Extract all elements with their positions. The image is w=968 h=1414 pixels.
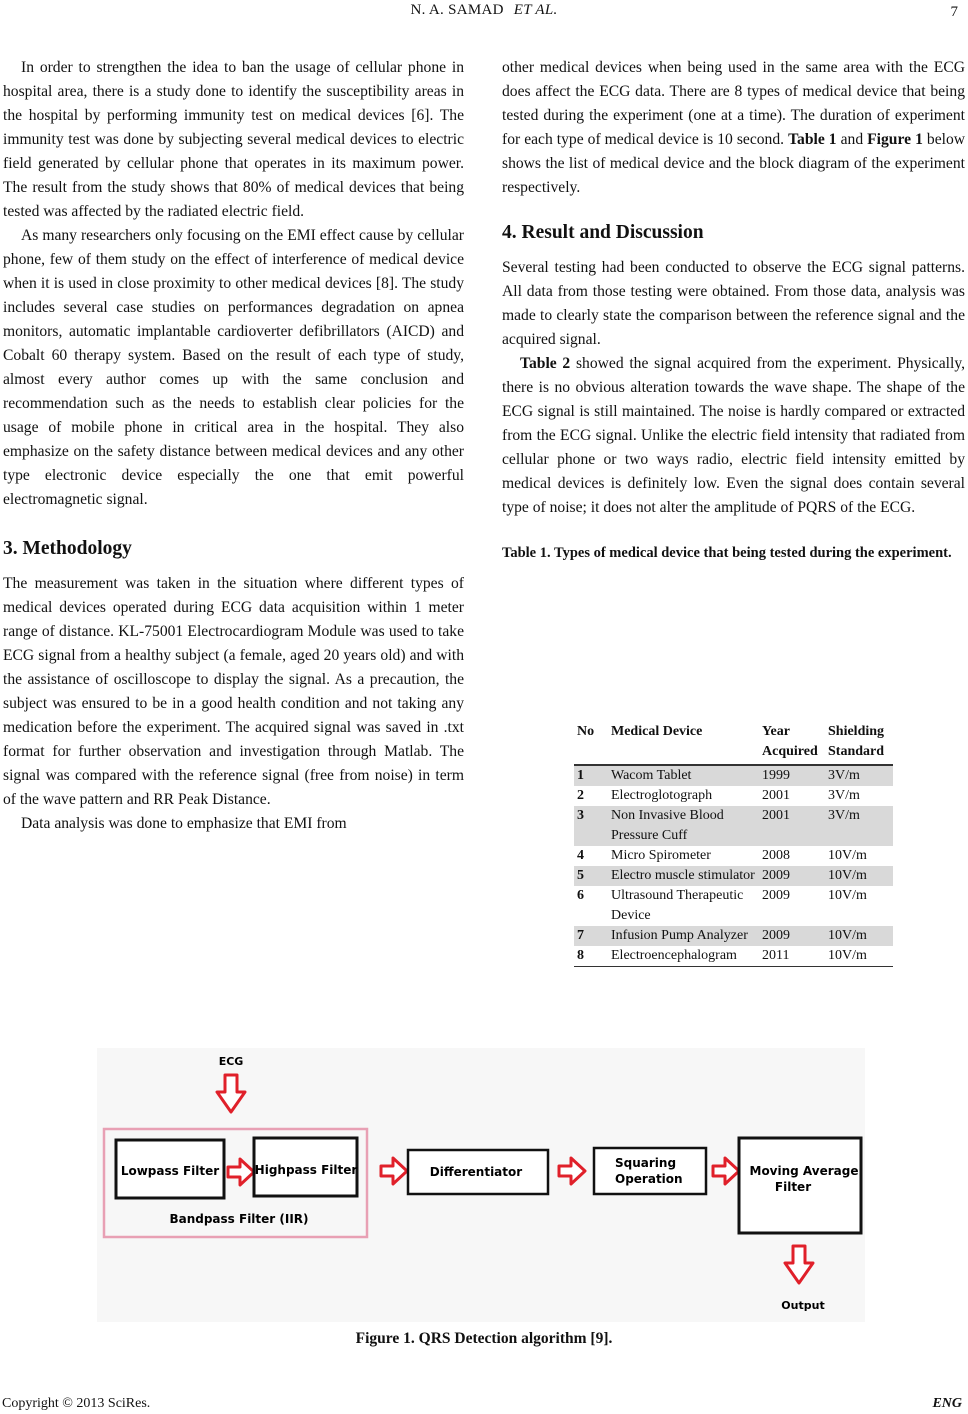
table-cell: Infusion Pump Analyzer — [608, 926, 759, 946]
squaring-operation-block — [594, 1148, 706, 1194]
table-cell: 5 — [574, 866, 608, 886]
table-cell: 6 — [577, 888, 584, 903]
paragraph-text: showed the signal acquired from the experiment. Physically, there is no obvious alteration towards the wave shape. The shape of the ECG signal is still maintained. The noise is hardly compared or extracted from the ECG signal. Unlike the electric field intensity that radiated from cellular phone or two ways radio, electric field intensity emitted by medical devices is definitely low. Even the signal does contain several type of noise; it does not alter the amplitude of PQRS of the ECG. — [502, 355, 965, 516]
table-cell: 3 — [574, 806, 608, 846]
footer-journal: ENG — [932, 1396, 962, 1411]
running-header — [0, 2, 968, 19]
section-heading: 3. Methodology — [3, 538, 132, 559]
table-cell: 10V/m — [825, 926, 893, 946]
table-cell: 2009 — [759, 926, 825, 946]
table-cell: Ultrasound Therapeutic Device — [611, 888, 744, 923]
paragraph: Data analysis was done to emphasize that EMI from — [21, 815, 347, 832]
paragraph — [502, 352, 965, 520]
table-reference: Table 1 — [788, 131, 837, 148]
footer-copyright: Copyright © 2013 SciRes. — [2, 1396, 151, 1411]
table-caption: Table 1. Types of medical device that being tested during the experiment. — [502, 545, 952, 561]
paragraph: Several testing had been conducted to observe the ECG signal patterns. All data from those testing were obtained. From those data, analysis was made to clearly state the comparison between the reference signal and the acquired signal. — [502, 259, 965, 348]
table-row — [574, 946, 893, 967]
table-cell: 1999 — [759, 765, 825, 786]
table-cell: Micro Spirometer — [611, 848, 711, 863]
table-cell: 2 — [577, 788, 584, 803]
table-cell: 3V/m — [825, 765, 893, 786]
table-cell: 3V/m — [825, 806, 893, 846]
table-row — [574, 886, 893, 926]
table-cell: 10V/m — [825, 946, 893, 967]
medical-device-table — [574, 720, 893, 967]
right-column — [502, 56, 965, 562]
paragraph: In order to strengthen the idea to ban the usage of cellular phone in hospital area, there is a study done to identify the susceptibility areas in the hospital by performing immunity test on medical devices [6]. The immunity test was done by subjecting several medical devices to electric field generated by cellular phone that operates in its maximum power. The result from the study shows that 80% of medical devices that being tested was affected by the radiated electric field. — [3, 59, 464, 220]
qrs-detection-block-diagram — [97, 1048, 865, 1322]
paragraph: The measurement was taken in the situation where different types of medical devices operated during ECG data acquisition within 1 meter range of distance. KL-75001 Electrocardiogram Module was used to take ECG signal from a healthy subject (a female, aged 20 years old) and with the assistance of oscilloscope to display the signal. As a precaution, the subject was ensured to be in a good health condition and not taking any medication before the experiment. The acquired signal was saved in .txt format for further observation and investigation through Matlab. The signal was compared with the reference signal (free from noise) in term of the wave pattern and RR Peak Distance. — [3, 575, 464, 808]
table-cell: 1 — [574, 765, 608, 786]
table-cell: 2009 — [759, 866, 825, 886]
table-reference: Table 2 — [520, 355, 571, 372]
table-cell: 2001 — [759, 806, 825, 846]
operation-label: Operation — [615, 1172, 683, 1186]
table-cell: Non Invasive Blood Pressure Cuff — [608, 806, 759, 846]
output-label: Output — [781, 1299, 825, 1312]
table-cell: Electroglotograph — [611, 788, 713, 803]
header-authors: N. A. SAMAD — [410, 2, 504, 18]
table-cell: Electroencephalogram — [608, 946, 759, 967]
table-cell: 3V/m — [828, 788, 860, 803]
table-cell: 10V/m — [828, 848, 867, 863]
table-cell: 8 — [574, 946, 608, 967]
table-cell: 10V/m — [825, 866, 893, 886]
table-row — [574, 866, 893, 886]
lowpass-filter-label: Lowpass Filter — [120, 1164, 220, 1178]
bandpass-filter-label: Bandpass Filter (IIR) — [169, 1212, 309, 1226]
page-number: 7 — [950, 4, 958, 20]
table-cell: 7 — [574, 926, 608, 946]
table-row — [574, 765, 893, 786]
figure-caption: Figure 1. QRS Detection algorithm [9]. — [355, 1330, 613, 1347]
ecg-input-label: ECG — [218, 1055, 244, 1068]
table-cell: 2008 — [762, 848, 790, 863]
table-row — [574, 926, 893, 946]
left-column — [3, 56, 464, 836]
table-cell: 2001 — [762, 788, 790, 803]
differentiator-label: Differentiator — [429, 1165, 523, 1179]
squaring-label: Squaring — [615, 1156, 677, 1170]
table-header: Shielding Standard — [825, 720, 893, 765]
table-cell: Wacom Tablet — [608, 765, 759, 786]
header-etal: ET AL. — [513, 2, 558, 18]
table-header-row — [574, 720, 893, 765]
table-row — [574, 846, 893, 866]
paragraph-text: and — [836, 131, 868, 148]
paragraph — [502, 56, 965, 200]
highpass-filter-label: Highpass Filter — [254, 1163, 358, 1177]
table-row — [574, 786, 893, 806]
section-heading: 4. Result and Discussion — [502, 222, 704, 243]
table-header: Medical Device — [608, 720, 759, 765]
table-cell: 2011 — [759, 946, 825, 967]
table-cell: 2009 — [762, 888, 790, 903]
table-header: No — [574, 720, 608, 765]
table-cell: Electro muscle stimulator — [608, 866, 759, 886]
paragraph-text: other medical devices when being used in the same area with the ECG does affect the ECG data. There are 8 types of medical device that being tested during the experiment (one at a time). The duration of experiment for each type of medical device is 10 second. — [502, 59, 965, 148]
table-cell: 4 — [577, 848, 584, 863]
table-header: Year Acquired — [759, 720, 825, 765]
figure-reference: Figure 1 — [867, 131, 923, 148]
paragraph-text: below shows the list of medical device and the block diagram of the experiment respectively. — [502, 131, 966, 196]
table-cell: 10V/m — [828, 888, 867, 903]
paragraph: As many researchers only focusing on the EMI effect cause by cellular phone, few of them study on the effect of interference of medical device when it is used in close proximity to other medical devices [8]. The study includes several case studies on performances degradation on apnea monitors, automatic implantable cardioverter defibrillators (AICD) and Cobalt 60 therapy system. Based on the result of each type of study, almost every author comes up with the same conclusion and recommendation such as the needs to establish clear policies for the usage of mobile phone in critical area in the hospital. They also emphasize on the safety distance between medical devices and any other type electronic device especially the one that emit powerful electromagnetic signal. — [3, 227, 464, 508]
moving-average-label: Moving Average — [749, 1164, 859, 1178]
table-row — [574, 806, 893, 846]
filter-label: Filter — [774, 1180, 812, 1194]
